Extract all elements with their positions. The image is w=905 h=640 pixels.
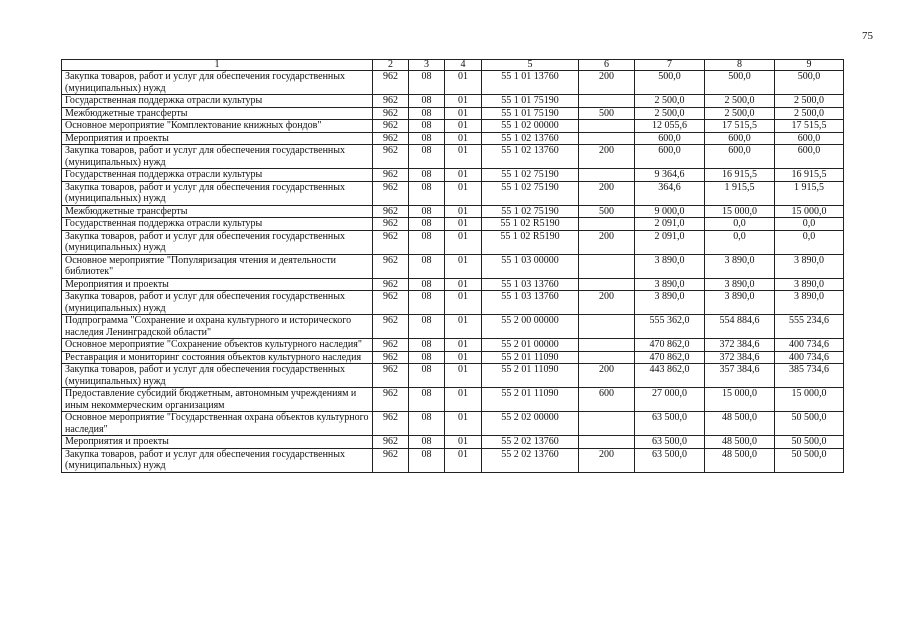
amount-cell: 48 500,0 bbox=[705, 412, 775, 436]
amount-cell: 16 915,5 bbox=[705, 169, 775, 182]
target-article-cell: 55 1 02 13760 bbox=[482, 132, 579, 145]
section-code-cell: 08 bbox=[409, 132, 445, 145]
table-row bbox=[62, 351, 844, 364]
amount-cell: 15 000,0 bbox=[775, 205, 844, 218]
table-row bbox=[62, 291, 844, 315]
col-header: 4 bbox=[445, 60, 482, 71]
expense-type-cell: 200 bbox=[579, 181, 635, 205]
row-name-cell: Реставрация и мониторинг состояния объектов культурного наследия bbox=[62, 351, 373, 364]
amount-cell: 3 890,0 bbox=[635, 291, 705, 315]
subsection-code-cell: 01 bbox=[445, 364, 482, 388]
subsection-code-cell: 01 bbox=[445, 339, 482, 352]
amount-cell: 3 890,0 bbox=[775, 254, 844, 278]
ministry-code-cell: 962 bbox=[373, 132, 409, 145]
amount-cell: 554 884,6 bbox=[705, 315, 775, 339]
target-article-cell: 55 2 01 00000 bbox=[482, 339, 579, 352]
section-code-cell: 08 bbox=[409, 339, 445, 352]
col-header: 9 bbox=[775, 60, 844, 71]
table-row bbox=[62, 95, 844, 108]
amount-cell: 600,0 bbox=[635, 145, 705, 169]
section-code-cell: 08 bbox=[409, 364, 445, 388]
table-row bbox=[62, 218, 844, 231]
ministry-code-cell: 962 bbox=[373, 364, 409, 388]
amount-cell: 470 862,0 bbox=[635, 339, 705, 352]
row-name-cell: Предоставление субсидий бюджетным, автономным учреждениям и иным некоммерческим организациям bbox=[62, 388, 373, 412]
amount-cell: 63 500,0 bbox=[635, 436, 705, 449]
target-article-cell: 55 2 01 11090 bbox=[482, 364, 579, 388]
amount-cell: 400 734,6 bbox=[775, 339, 844, 352]
amount-cell: 2 500,0 bbox=[635, 107, 705, 120]
table-row bbox=[62, 254, 844, 278]
col-header: 2 bbox=[373, 60, 409, 71]
section-code-cell: 08 bbox=[409, 436, 445, 449]
ministry-code-cell: 962 bbox=[373, 107, 409, 120]
amount-cell: 600,0 bbox=[635, 132, 705, 145]
amount-cell: 2 500,0 bbox=[775, 107, 844, 120]
row-name-cell: Основное мероприятие "Сохранение объектов культурного наследия" bbox=[62, 339, 373, 352]
table-row bbox=[62, 412, 844, 436]
amount-cell: 50 500,0 bbox=[775, 412, 844, 436]
amount-cell: 3 890,0 bbox=[775, 291, 844, 315]
amount-cell: 15 000,0 bbox=[775, 388, 844, 412]
amount-cell: 50 500,0 bbox=[775, 448, 844, 472]
target-article-cell: 55 1 01 75190 bbox=[482, 95, 579, 108]
table-row bbox=[62, 120, 844, 133]
amount-cell: 555 362,0 bbox=[635, 315, 705, 339]
amount-cell: 3 890,0 bbox=[635, 278, 705, 291]
section-code-cell: 08 bbox=[409, 120, 445, 133]
section-code-cell: 08 bbox=[409, 254, 445, 278]
target-article-cell: 55 2 02 00000 bbox=[482, 412, 579, 436]
col-header: 7 bbox=[635, 60, 705, 71]
row-name-cell: Закупка товаров, работ и услуг для обеспечения государственных (муниципальных) нужд bbox=[62, 181, 373, 205]
amount-cell: 48 500,0 bbox=[705, 436, 775, 449]
section-code-cell: 08 bbox=[409, 181, 445, 205]
amount-cell: 3 890,0 bbox=[775, 278, 844, 291]
ministry-code-cell: 962 bbox=[373, 71, 409, 95]
section-code-cell: 08 bbox=[409, 169, 445, 182]
expense-type-cell bbox=[579, 351, 635, 364]
amount-cell: 470 862,0 bbox=[635, 351, 705, 364]
row-name-cell: Закупка товаров, работ и услуг для обеспечения государственных (муниципальных) нужд bbox=[62, 230, 373, 254]
section-code-cell: 08 bbox=[409, 205, 445, 218]
subsection-code-cell: 01 bbox=[445, 205, 482, 218]
section-code-cell: 08 bbox=[409, 278, 445, 291]
subsection-code-cell: 01 bbox=[445, 230, 482, 254]
expense-type-cell: 200 bbox=[579, 364, 635, 388]
ministry-code-cell: 962 bbox=[373, 339, 409, 352]
amount-cell: 63 500,0 bbox=[635, 412, 705, 436]
subsection-code-cell: 01 bbox=[445, 291, 482, 315]
amount-cell: 15 000,0 bbox=[705, 388, 775, 412]
row-name-cell: Основное мероприятие "Популяризация чтения и деятельности библиотек" bbox=[62, 254, 373, 278]
subsection-code-cell: 01 bbox=[445, 351, 482, 364]
ministry-code-cell: 962 bbox=[373, 205, 409, 218]
expense-type-cell: 600 bbox=[579, 388, 635, 412]
amount-cell: 555 234,6 bbox=[775, 315, 844, 339]
amount-cell: 364,6 bbox=[635, 181, 705, 205]
subsection-code-cell: 01 bbox=[445, 278, 482, 291]
expense-type-cell bbox=[579, 120, 635, 133]
amount-cell: 1 915,5 bbox=[705, 181, 775, 205]
ministry-code-cell: 962 bbox=[373, 218, 409, 231]
subsection-code-cell: 01 bbox=[445, 145, 482, 169]
amount-cell: 2 500,0 bbox=[775, 95, 844, 108]
ministry-code-cell: 962 bbox=[373, 278, 409, 291]
row-name-cell: Закупка товаров, работ и услуг для обеспечения государственных (муниципальных) нужд bbox=[62, 364, 373, 388]
amount-cell: 357 384,6 bbox=[705, 364, 775, 388]
amount-cell: 3 890,0 bbox=[705, 254, 775, 278]
row-name-cell: Закупка товаров, работ и услуг для обеспечения государственных (муниципальных) нужд bbox=[62, 71, 373, 95]
ministry-code-cell: 962 bbox=[373, 388, 409, 412]
ministry-code-cell: 962 bbox=[373, 448, 409, 472]
target-article-cell: 55 2 02 13760 bbox=[482, 448, 579, 472]
row-name-cell: Государственная поддержка отрасли культуры bbox=[62, 95, 373, 108]
target-article-cell: 55 1 01 75190 bbox=[482, 107, 579, 120]
expense-type-cell bbox=[579, 278, 635, 291]
amount-cell: 50 500,0 bbox=[775, 436, 844, 449]
amount-cell: 443 862,0 bbox=[635, 364, 705, 388]
table-row bbox=[62, 436, 844, 449]
target-article-cell: 55 1 02 R5190 bbox=[482, 230, 579, 254]
row-name-cell: Основное мероприятие "Комплектование книжных фондов" bbox=[62, 120, 373, 133]
budget-table bbox=[61, 59, 844, 473]
table-row bbox=[62, 388, 844, 412]
amount-cell: 400 734,6 bbox=[775, 351, 844, 364]
table-row bbox=[62, 448, 844, 472]
expense-type-cell bbox=[579, 218, 635, 231]
amount-cell: 0,0 bbox=[705, 218, 775, 231]
subsection-code-cell: 01 bbox=[445, 436, 482, 449]
expense-type-cell: 200 bbox=[579, 230, 635, 254]
expense-type-cell bbox=[579, 254, 635, 278]
table-row bbox=[62, 107, 844, 120]
amount-cell: 600,0 bbox=[775, 145, 844, 169]
target-article-cell: 55 1 02 75190 bbox=[482, 169, 579, 182]
amount-cell: 48 500,0 bbox=[705, 448, 775, 472]
section-code-cell: 08 bbox=[409, 291, 445, 315]
col-header: 1 bbox=[62, 60, 373, 71]
table-row bbox=[62, 230, 844, 254]
ministry-code-cell: 962 bbox=[373, 412, 409, 436]
row-name-cell: Государственная поддержка отрасли культуры bbox=[62, 218, 373, 231]
amount-cell: 9 364,6 bbox=[635, 169, 705, 182]
section-code-cell: 08 bbox=[409, 107, 445, 120]
row-name-cell: Мероприятия и проекты bbox=[62, 436, 373, 449]
amount-cell: 2 500,0 bbox=[705, 95, 775, 108]
ministry-code-cell: 962 bbox=[373, 254, 409, 278]
subsection-code-cell: 01 bbox=[445, 120, 482, 133]
target-article-cell: 55 2 00 00000 bbox=[482, 315, 579, 339]
target-article-cell: 55 1 02 75190 bbox=[482, 205, 579, 218]
subsection-code-cell: 01 bbox=[445, 71, 482, 95]
expense-type-cell: 500 bbox=[579, 107, 635, 120]
amount-cell: 12 055,6 bbox=[635, 120, 705, 133]
row-name-cell: Межбюджетные трансферты bbox=[62, 107, 373, 120]
subsection-code-cell: 01 bbox=[445, 315, 482, 339]
expense-type-cell bbox=[579, 412, 635, 436]
target-article-cell: 55 1 02 75190 bbox=[482, 181, 579, 205]
ministry-code-cell: 962 bbox=[373, 169, 409, 182]
amount-cell: 3 890,0 bbox=[705, 278, 775, 291]
amount-cell: 500,0 bbox=[775, 71, 844, 95]
amount-cell: 0,0 bbox=[775, 230, 844, 254]
section-code-cell: 08 bbox=[409, 71, 445, 95]
subsection-code-cell: 01 bbox=[445, 412, 482, 436]
row-name-cell: Основное мероприятие "Государственная охрана объектов культурного наследия" bbox=[62, 412, 373, 436]
amount-cell: 500,0 bbox=[635, 71, 705, 95]
amount-cell: 600,0 bbox=[705, 145, 775, 169]
table-row bbox=[62, 315, 844, 339]
ministry-code-cell: 962 bbox=[373, 181, 409, 205]
row-name-cell: Мероприятия и проекты bbox=[62, 132, 373, 145]
section-code-cell: 08 bbox=[409, 388, 445, 412]
subsection-code-cell: 01 bbox=[445, 132, 482, 145]
target-article-cell: 55 2 01 11090 bbox=[482, 351, 579, 364]
section-code-cell: 08 bbox=[409, 351, 445, 364]
table-row bbox=[62, 181, 844, 205]
target-article-cell: 55 1 03 13760 bbox=[482, 291, 579, 315]
expense-type-cell bbox=[579, 169, 635, 182]
target-article-cell: 55 1 03 13760 bbox=[482, 278, 579, 291]
amount-cell: 0,0 bbox=[775, 218, 844, 231]
expense-type-cell bbox=[579, 95, 635, 108]
expense-type-cell: 500 bbox=[579, 205, 635, 218]
table-row bbox=[62, 278, 844, 291]
amount-cell: 372 384,6 bbox=[705, 339, 775, 352]
ministry-code-cell: 962 bbox=[373, 120, 409, 133]
subsection-code-cell: 01 bbox=[445, 107, 482, 120]
amount-cell: 2 500,0 bbox=[635, 95, 705, 108]
amount-cell: 27 000,0 bbox=[635, 388, 705, 412]
expense-type-cell bbox=[579, 132, 635, 145]
amount-cell: 2 091,0 bbox=[635, 230, 705, 254]
col-header: 8 bbox=[705, 60, 775, 71]
row-name-cell: Подпрограмма "Сохранение и охрана культурного и исторического наследия Ленинградской области" bbox=[62, 315, 373, 339]
expense-type-cell: 200 bbox=[579, 448, 635, 472]
amount-cell: 16 915,5 bbox=[775, 169, 844, 182]
col-header: 3 bbox=[409, 60, 445, 71]
amount-cell: 0,0 bbox=[705, 230, 775, 254]
target-article-cell: 55 1 02 13760 bbox=[482, 145, 579, 169]
expense-type-cell: 200 bbox=[579, 71, 635, 95]
target-article-cell: 55 1 03 00000 bbox=[482, 254, 579, 278]
section-code-cell: 08 bbox=[409, 412, 445, 436]
ministry-code-cell: 962 bbox=[373, 436, 409, 449]
expense-type-cell: 200 bbox=[579, 291, 635, 315]
row-name-cell: Закупка товаров, работ и услуг для обеспечения государственных (муниципальных) нужд bbox=[62, 448, 373, 472]
amount-cell: 500,0 bbox=[705, 71, 775, 95]
table-row bbox=[62, 169, 844, 182]
ministry-code-cell: 962 bbox=[373, 315, 409, 339]
target-article-cell: 55 1 02 00000 bbox=[482, 120, 579, 133]
target-article-cell: 55 1 02 R5190 bbox=[482, 218, 579, 231]
subsection-code-cell: 01 bbox=[445, 254, 482, 278]
amount-cell: 3 890,0 bbox=[635, 254, 705, 278]
subsection-code-cell: 01 bbox=[445, 181, 482, 205]
ministry-code-cell: 962 bbox=[373, 351, 409, 364]
ministry-code-cell: 962 bbox=[373, 291, 409, 315]
amount-cell: 15 000,0 bbox=[705, 205, 775, 218]
expense-type-cell bbox=[579, 339, 635, 352]
amount-cell: 600,0 bbox=[705, 132, 775, 145]
expense-type-cell bbox=[579, 315, 635, 339]
expense-type-cell bbox=[579, 436, 635, 449]
row-name-cell: Закупка товаров, работ и услуг для обеспечения государственных (муниципальных) нужд bbox=[62, 145, 373, 169]
table-row bbox=[62, 145, 844, 169]
subsection-code-cell: 01 bbox=[445, 218, 482, 231]
subsection-code-cell: 01 bbox=[445, 448, 482, 472]
subsection-code-cell: 01 bbox=[445, 169, 482, 182]
amount-cell: 63 500,0 bbox=[635, 448, 705, 472]
table-row bbox=[62, 339, 844, 352]
page-number: 75 bbox=[862, 30, 873, 42]
amount-cell: 1 915,5 bbox=[775, 181, 844, 205]
section-code-cell: 08 bbox=[409, 230, 445, 254]
ministry-code-cell: 962 bbox=[373, 145, 409, 169]
section-code-cell: 08 bbox=[409, 145, 445, 169]
ministry-code-cell: 962 bbox=[373, 95, 409, 108]
row-name-cell: Закупка товаров, работ и услуг для обеспечения государственных (муниципальных) нужд bbox=[62, 291, 373, 315]
table-row bbox=[62, 364, 844, 388]
table-row bbox=[62, 71, 844, 95]
ministry-code-cell: 962 bbox=[373, 230, 409, 254]
amount-cell: 9 000,0 bbox=[635, 205, 705, 218]
table-row bbox=[62, 205, 844, 218]
header-row bbox=[62, 60, 844, 71]
expense-type-cell: 200 bbox=[579, 145, 635, 169]
amount-cell: 2 091,0 bbox=[635, 218, 705, 231]
target-article-cell: 55 1 01 13760 bbox=[482, 71, 579, 95]
amount-cell: 600,0 bbox=[775, 132, 844, 145]
target-article-cell: 55 2 01 11090 bbox=[482, 388, 579, 412]
amount-cell: 385 734,6 bbox=[775, 364, 844, 388]
target-article-cell: 55 2 02 13760 bbox=[482, 436, 579, 449]
section-code-cell: 08 bbox=[409, 315, 445, 339]
row-name-cell: Межбюджетные трансферты bbox=[62, 205, 373, 218]
row-name-cell: Мероприятия и проекты bbox=[62, 278, 373, 291]
col-header: 6 bbox=[579, 60, 635, 71]
amount-cell: 17 515,5 bbox=[705, 120, 775, 133]
subsection-code-cell: 01 bbox=[445, 95, 482, 108]
subsection-code-cell: 01 bbox=[445, 388, 482, 412]
table-row bbox=[62, 132, 844, 145]
amount-cell: 3 890,0 bbox=[705, 291, 775, 315]
amount-cell: 372 384,6 bbox=[705, 351, 775, 364]
amount-cell: 2 500,0 bbox=[705, 107, 775, 120]
section-code-cell: 08 bbox=[409, 218, 445, 231]
col-header: 5 bbox=[482, 60, 579, 71]
section-code-cell: 08 bbox=[409, 95, 445, 108]
row-name-cell: Государственная поддержка отрасли культуры bbox=[62, 169, 373, 182]
amount-cell: 17 515,5 bbox=[775, 120, 844, 133]
section-code-cell: 08 bbox=[409, 448, 445, 472]
